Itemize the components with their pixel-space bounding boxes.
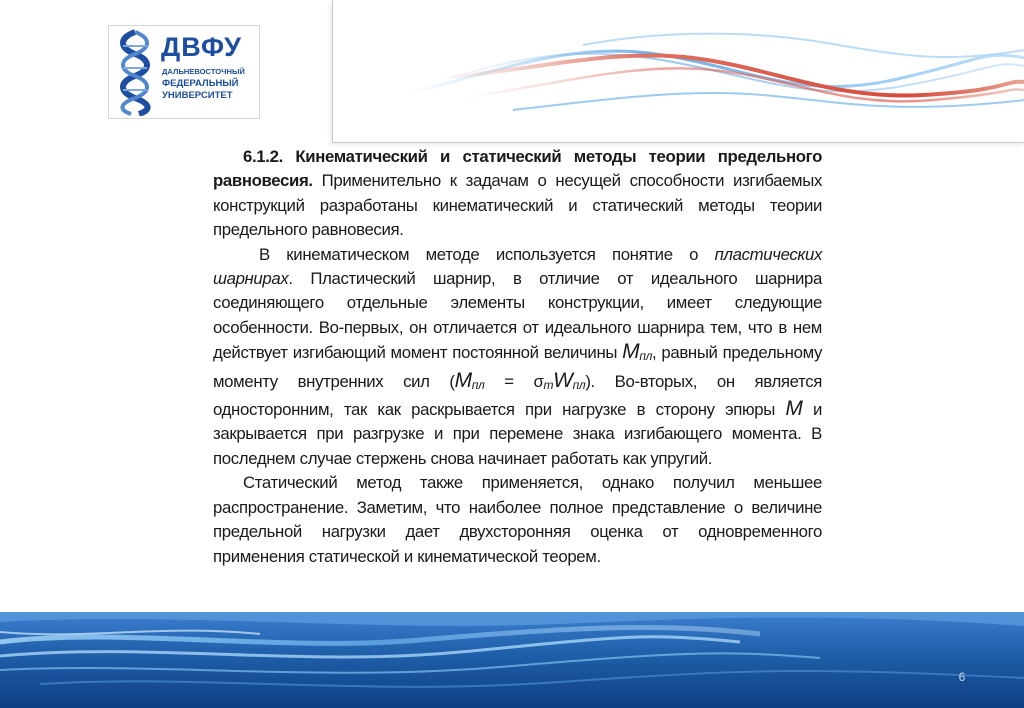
kinematic-text-2: . Пластический шарнир, в отличие от идеального шарнира соединяющего отдельные элементы конструкции, имеет следующие особенности. Во-первых, он отличается от идеального шарнира тем, что в нем действует изгибающий момент постоянной величины bbox=[213, 269, 822, 363]
static-method-paragraph: Статический метод также применяется, однако получил меньшее распространение. Заметим, что наиболее полное представление о величине предельной нагрузки дает двухсторонняя оценка от одновременного применения статической и кинематической теорем. bbox=[213, 473, 822, 566]
kinematic-text-3: , равный предельному моменту внутренних сил ( bbox=[213, 343, 822, 391]
slide-body-text bbox=[213, 145, 822, 569]
moment-subscript: пл bbox=[639, 349, 652, 364]
logo-subtitle-line-2: ФЕДЕРАЛЬНЫЙ bbox=[162, 78, 239, 89]
footer-waves-decoration bbox=[0, 612, 1024, 708]
logo-subtitle-line-3: УНИВЕРСИТЕТ bbox=[162, 90, 233, 101]
logo-title: ДВФУ bbox=[161, 32, 242, 62]
plastic-hinges-term: пластических шарнирах bbox=[213, 244, 822, 289]
equation-sigma-subscript: m bbox=[543, 377, 554, 392]
section-heading: Кинематический и статический методы теории предельного равновесия. bbox=[213, 147, 822, 191]
equation-w-subscript: пл bbox=[572, 377, 586, 392]
section-number: 6.1.2. bbox=[243, 147, 296, 166]
equation-moment-symbol: M bbox=[454, 368, 472, 392]
section-intro-paragraph bbox=[213, 145, 822, 243]
equation-middle: = σ bbox=[484, 371, 544, 391]
header-banner bbox=[332, 0, 1024, 143]
equation-moment-subscript: пл bbox=[471, 377, 485, 392]
kinematic-text-5: и закрывается при разгрузке и при перемене знака изгибающего момента. В последнем случае стержень снова начинает работать как упругий. bbox=[213, 400, 823, 468]
kinematic-text-1: В кинематическом методе используется понятие о bbox=[259, 244, 715, 264]
moment-symbol: M bbox=[622, 340, 640, 364]
section-intro-text: Применительно к задачам о несущей способности изгибаемых конструкций разработаны кинематический и статический методы теории предельного равновесия. bbox=[213, 171, 822, 240]
header-waves-decoration bbox=[333, 0, 1024, 142]
kinematic-text-4: ). Во-вторых, он является односторонним, так как раскрывается при нагрузке в сторону эпюры bbox=[213, 371, 822, 420]
dvfu-helix-emblem bbox=[111, 28, 159, 116]
logo-subtitle bbox=[162, 66, 256, 102]
logo-subtitle-line-1: ДАЛЬНЕВОСТОЧНЫЙ bbox=[162, 67, 245, 76]
diagram-m-symbol: M bbox=[785, 397, 803, 421]
kinematic-method-paragraph bbox=[213, 243, 822, 472]
page-number: 6 bbox=[958, 670, 966, 684]
dvfu-logo bbox=[108, 25, 260, 119]
equation-w-symbol: W bbox=[553, 368, 573, 392]
